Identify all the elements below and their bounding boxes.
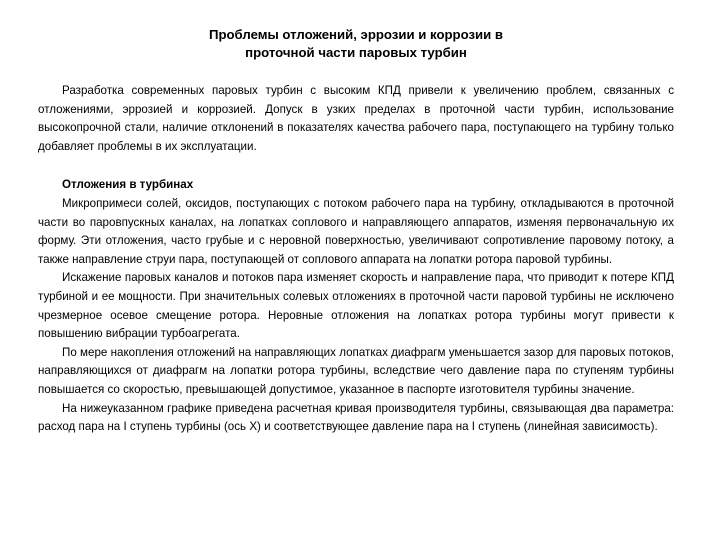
- title-line-2: проточной части паровых турбин: [245, 45, 467, 60]
- intro-paragraph: Разработка современных паровых турбин с высоким КПД привели к увеличению проблем, связанных с отложениями, эррозией и коррозией. Допуск в узких пределах в проточной части турбин, использование высокопрочной стали, наличие отклонений в показателях качества рабочего пара, поступающего на турбину только добавляет проблемы в их эксплуатации.: [38, 84, 674, 153]
- body-paragraph-1: Микропримеси солей, оксидов, поступающих с потоком рабочего пара на турбину, откладываются в проточной части во паровпускных каналах, на лопатках соплового и направляющего аппаратов, изменяя первоначальную их форму. Эти отложения, часто грубые и с неровной поверхностью, увеличивают сопротивление паровому потоку, а также направление струи пара, поступающей от соплового аппарата на лопатки ротора паровой турбины.: [38, 196, 674, 266]
- body-paragraph-3: По мере накопления отложений на направляющих лопатках диафрагм уменьшается зазор для паровых потоков, направляющихся от диафрагм на лопатки ротора турбины, вследствие чего давление пара по ступеням турбины повышается со скоростью, превышающей допустимое, указанное в паспорте изготовителя турбины значение.: [38, 345, 674, 396]
- body-paragraph-2: Искажение паровых каналов и потоков пара изменяет скорость и направление пара, что приводит к потере КПД турбиной и ее мощности. При значительных солевых отложениях в проточной части паровой турбины не исключено чрезмерное осевое смещение ротора. Неровные отложения на лопатках ротора турбины могут привести к повышению вибрации турбоагрегата.: [38, 271, 674, 341]
- document-page: [38, 26, 674, 437]
- document-title: [38, 26, 674, 62]
- title-line-1: Проблемы отложений, эррозии и коррозии в: [208, 27, 504, 42]
- section-heading: Отложения в турбинах: [62, 178, 194, 192]
- body-paragraph-4: На нижеуказанном графике приведена расчетная кривая производителя турбины, связывающая два параметра: расход пара на I ступень турбины (ось X) и соответствующее давление пара на I ступень (линейная зависимость).: [38, 401, 674, 434]
